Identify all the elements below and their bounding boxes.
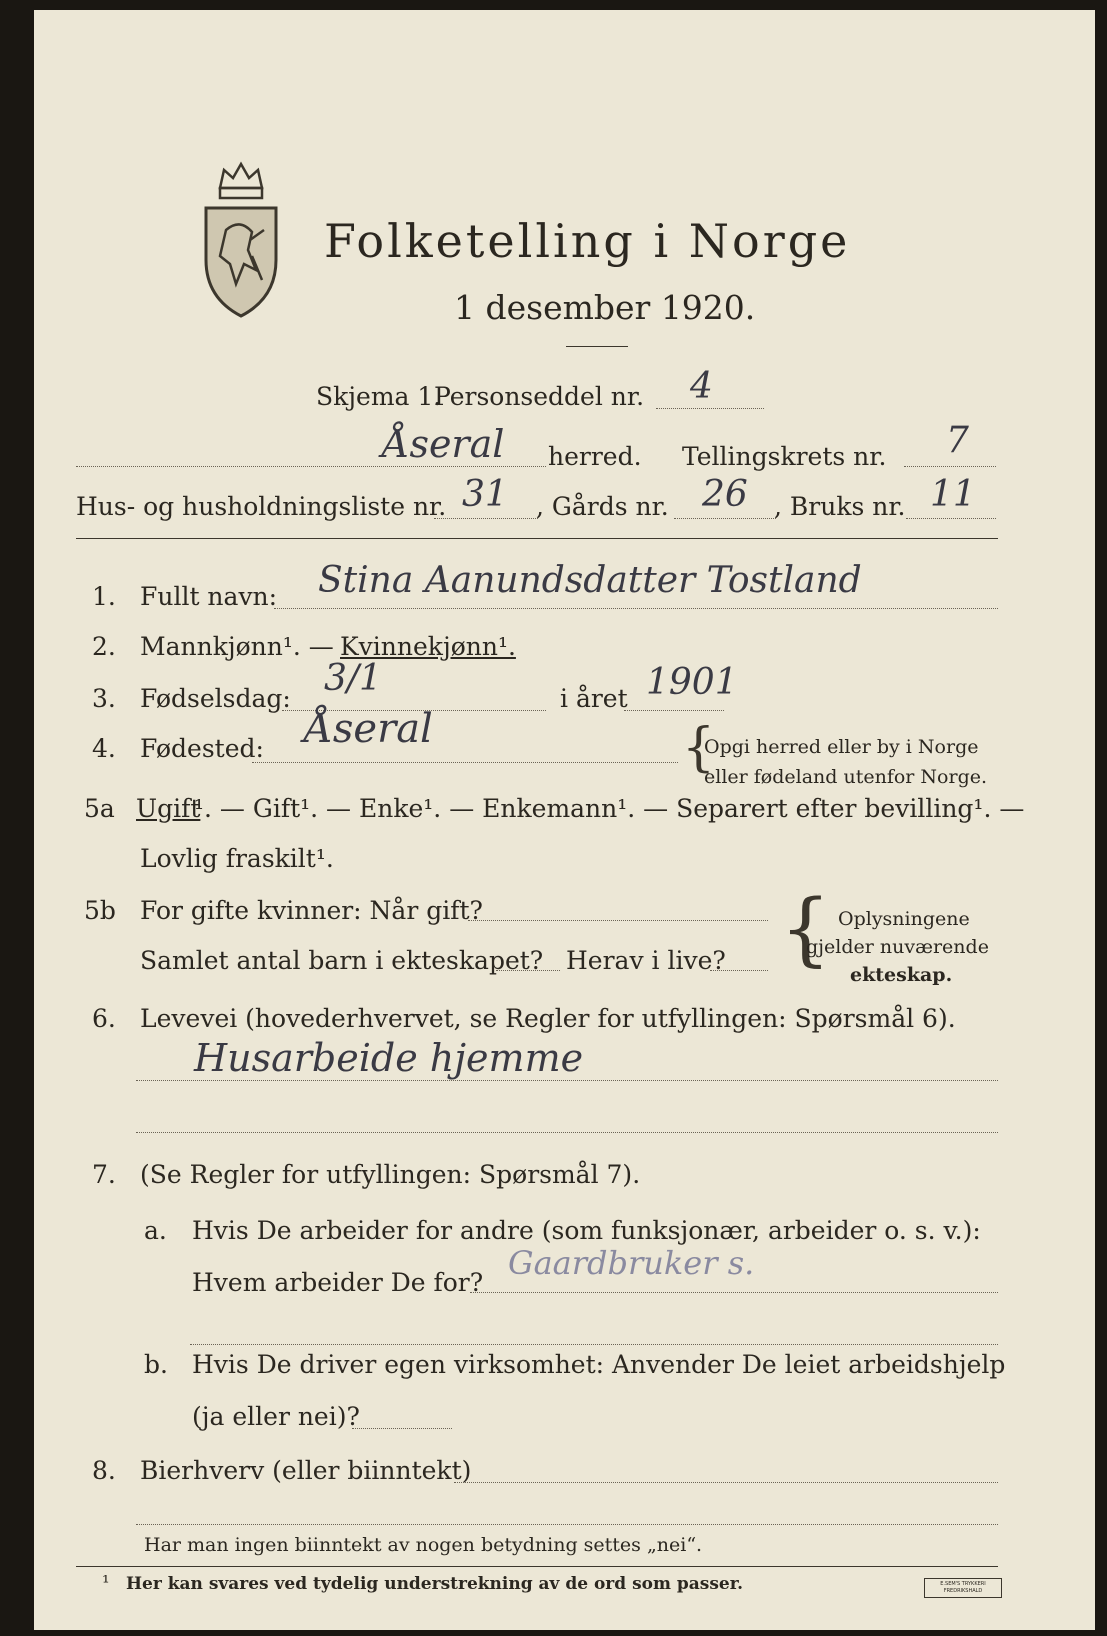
q6-label: Levevei (hovederhvervet, se Regler for utfyllingen: Spørsmål 6). bbox=[140, 1004, 956, 1033]
brace: { bbox=[780, 882, 831, 975]
husliste-label: Hus- og husholdningsliste nr. bbox=[76, 492, 447, 521]
census-date: 1 desember 1920. bbox=[454, 288, 756, 327]
sex-female-option[interactable]: Kvinnekjønn¹. bbox=[340, 632, 516, 661]
alive-field[interactable] bbox=[710, 970, 768, 971]
full-name-value: Stina Aanundsdatter Tostland bbox=[318, 560, 862, 601]
header-rule bbox=[76, 538, 998, 539]
tellingskrets-value: 7 bbox=[946, 420, 969, 461]
personseddel-value: 4 bbox=[690, 366, 713, 407]
birthplace-value: Åseral bbox=[304, 706, 433, 752]
q5b-alive-label: Herav i live? bbox=[566, 946, 726, 975]
q4-label: Fødested: bbox=[140, 734, 264, 763]
census-form bbox=[34, 10, 1095, 1630]
herred-field[interactable] bbox=[76, 466, 546, 467]
coat-of-arms-icon bbox=[200, 160, 282, 320]
q5b-children-label: Samlet antal barn i ekteskapet? bbox=[140, 946, 544, 975]
status-ugift-option[interactable]: Ugift bbox=[136, 794, 201, 823]
q7a-letter: a. bbox=[144, 1216, 167, 1245]
footnote-mark: ¹ bbox=[102, 1572, 110, 1594]
gards-field[interactable] bbox=[674, 518, 776, 519]
printer-stamp: E.SEM'S TRYKKERI FREDRIKSHALD bbox=[924, 1578, 1002, 1598]
gards-value: 26 bbox=[702, 474, 748, 515]
birthyear-label: i året bbox=[560, 684, 628, 713]
occupation-field[interactable] bbox=[136, 1080, 998, 1081]
occupation-field-2[interactable] bbox=[136, 1132, 998, 1133]
q7b-label: Hvis De driver egen virksomhet: Anvender De leiet arbeidshjelp bbox=[192, 1350, 1006, 1379]
q5b-note-3: ekteskap. bbox=[850, 964, 953, 986]
q1-number: 1. bbox=[92, 582, 116, 611]
q5b-number: 5b bbox=[84, 896, 116, 925]
personseddel-label: Personseddel nr. bbox=[434, 382, 645, 411]
q1-label: Fullt navn: bbox=[140, 582, 278, 611]
employer-field[interactable] bbox=[470, 1292, 998, 1293]
employer-field-2[interactable] bbox=[190, 1344, 998, 1345]
q7a-employer-label: Hvem arbeider De for? bbox=[192, 1268, 484, 1297]
birthplace-note-2: eller fødeland utenfor Norge. bbox=[704, 766, 988, 788]
q7a-label: Hvis De arbeider for andre (som funksjonær, arbeider o. s. v.): bbox=[192, 1216, 981, 1245]
q5b-note-1: Oplysningene bbox=[838, 908, 970, 930]
q7-label: (Se Regler for utfyllingen: Spørsmål 7). bbox=[140, 1160, 641, 1189]
children-field[interactable] bbox=[496, 970, 560, 971]
birthyear-value: 1901 bbox=[646, 662, 738, 703]
personseddel-field[interactable] bbox=[656, 408, 764, 409]
tellingskrets-field[interactable] bbox=[904, 466, 996, 467]
form-title: Folketelling i Norge bbox=[324, 214, 851, 268]
q8-label: Bierhverv (eller biinntekt) bbox=[140, 1456, 472, 1485]
herred-label: herred. bbox=[548, 442, 642, 471]
birthplace-note-1: Opgi herred eller by i Norge bbox=[704, 736, 979, 758]
birthyear-field[interactable] bbox=[624, 710, 724, 711]
q7b-letter: b. bbox=[144, 1350, 168, 1379]
bruks-value: 11 bbox=[930, 474, 976, 515]
divider bbox=[566, 346, 628, 347]
q5a-number: 5a bbox=[84, 794, 115, 823]
occupation-value: Husarbeide hjemme bbox=[194, 1036, 584, 1080]
q3-number: 3. bbox=[92, 684, 116, 713]
husliste-value: 31 bbox=[462, 474, 508, 515]
birthdate-value: 3/1 bbox=[324, 658, 382, 699]
sex-male-option[interactable]: Mannkjønn¹. — bbox=[140, 632, 334, 661]
hired-help-field[interactable] bbox=[352, 1428, 452, 1429]
full-name-field[interactable] bbox=[274, 608, 998, 609]
marital-status-options[interactable]: ¹. — Gift¹. — Enke¹. — Enkemann¹. — Separert efter bevilling¹. — bbox=[194, 794, 1025, 823]
birthplace-field[interactable] bbox=[252, 762, 678, 763]
q7-number: 7. bbox=[92, 1160, 116, 1189]
side-income-field-2[interactable] bbox=[136, 1524, 998, 1525]
status-fraskilt-option[interactable]: Lovlig fraskilt¹. bbox=[140, 844, 334, 873]
q7b-answer-label: (ja eller nei)? bbox=[192, 1402, 360, 1431]
husliste-field[interactable] bbox=[434, 518, 538, 519]
footer-rule bbox=[76, 1566, 998, 1567]
bruks-label: , Bruks nr. bbox=[774, 492, 906, 521]
schema-number: Skjema 1. bbox=[316, 382, 442, 411]
q5b-label: For gifte kvinner: Når gift? bbox=[140, 896, 483, 925]
q8-note: Har man ingen biinntekt av nogen betydning settes „nei“. bbox=[144, 1534, 703, 1556]
married-when-field[interactable] bbox=[468, 920, 768, 921]
q3-label: Fødselsdag: bbox=[140, 684, 291, 713]
q6-number: 6. bbox=[92, 1004, 116, 1033]
q8-number: 8. bbox=[92, 1456, 116, 1485]
gards-label: , Gårds nr. bbox=[536, 492, 669, 521]
q2-number: 2. bbox=[92, 632, 116, 661]
brace: { bbox=[682, 718, 716, 778]
tellingskrets-label: Tellingskrets nr. bbox=[682, 442, 887, 471]
herred-value: Åseral bbox=[382, 422, 505, 466]
footnote-text: Her kan svares ved tydelig understrekning av de ord som passer. bbox=[126, 1574, 744, 1594]
q5b-note-2: gjelder nuværende bbox=[806, 936, 989, 958]
bruks-field[interactable] bbox=[906, 518, 996, 519]
side-income-field[interactable] bbox=[454, 1482, 998, 1483]
employer-value: Gaardbruker s. bbox=[508, 1244, 755, 1282]
q4-number: 4. bbox=[92, 734, 116, 763]
